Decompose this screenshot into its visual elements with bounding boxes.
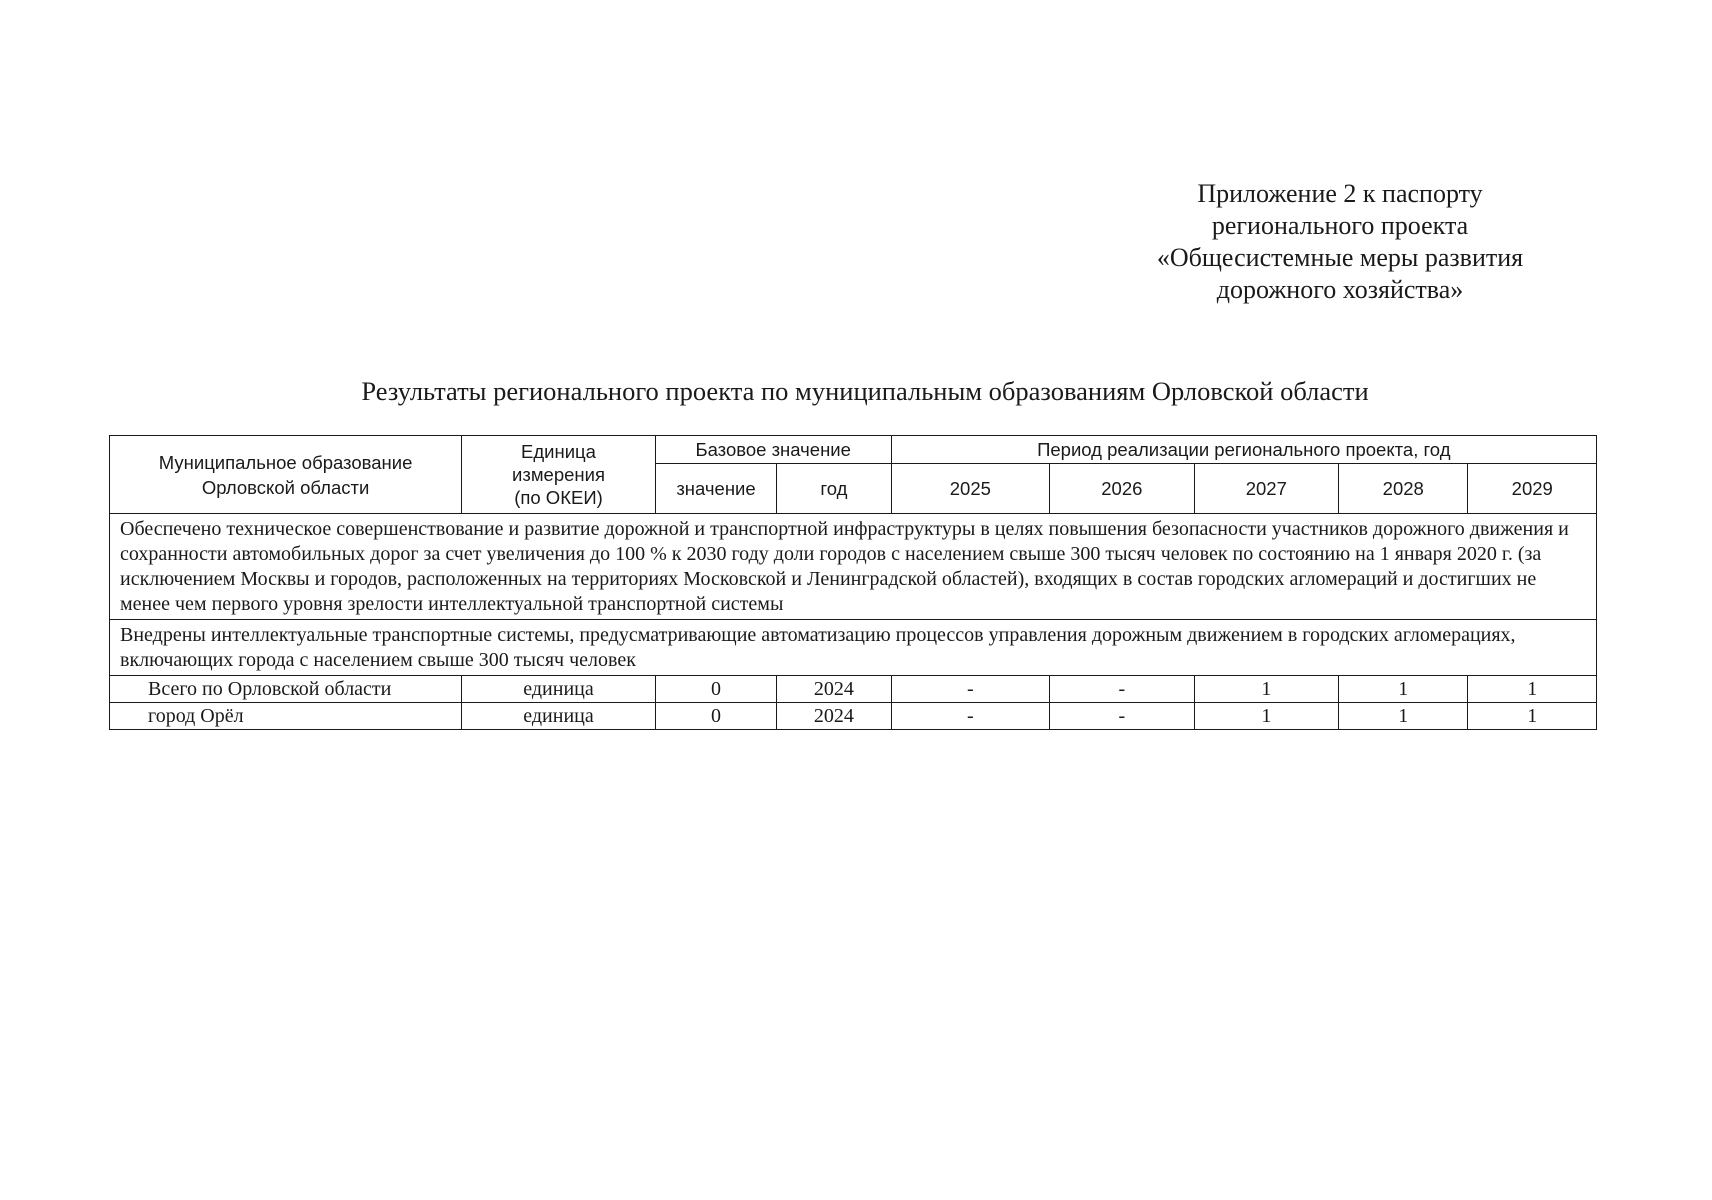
table-row bbox=[110, 676, 1597, 703]
header-unit bbox=[462, 436, 656, 514]
table-row bbox=[110, 703, 1597, 730]
section-result-text: Обеспечено техническое совершенствование и развитие дорожной и транспортной инфраструктуры в целях повышения безопасности участников дорожного движения и сохранности автомобильных дорог за счет увеличения до 100 % к 2030 году доли городов с населением свыше 300 тысяч человек по состоянию на 1 января 2020 г. (за исключением Москвы и городов, расположенных на территориях Московской и Ленинградской областей), входящих в состав городских агломераций и достигших не менее чем первого уровня зрелости интеллектуальной транспортной системы bbox=[110, 514, 1597, 620]
cell-2026: - bbox=[1050, 676, 1194, 703]
cell-municipality: Всего по Орловской области bbox=[110, 676, 462, 703]
cell-2025: - bbox=[891, 676, 1050, 703]
header-base-value-year: год bbox=[777, 464, 891, 514]
cell-base-year: 2024 bbox=[777, 676, 891, 703]
cell-base-year: 2024 bbox=[777, 703, 891, 730]
appendix-caption bbox=[1130, 178, 1550, 306]
header-municipality-line: Муниципальное образование bbox=[158, 451, 413, 473]
cell-2028: 1 bbox=[1339, 703, 1468, 730]
header-municipality bbox=[110, 436, 462, 514]
header-municipality-line: Орловской области bbox=[201, 476, 370, 498]
results-table bbox=[109, 435, 1597, 730]
header-unit-line: Единица bbox=[521, 441, 596, 462]
header-base-value-value: значение bbox=[655, 464, 776, 514]
header-year: 2025 bbox=[891, 464, 1050, 514]
cell-base-value: 0 bbox=[655, 703, 776, 730]
appendix-line: Приложение 2 к паспорту bbox=[1197, 179, 1483, 208]
header-year: 2027 bbox=[1194, 464, 1338, 514]
cell-base-value: 0 bbox=[655, 676, 776, 703]
header-year: 2028 bbox=[1339, 464, 1468, 514]
cell-2028: 1 bbox=[1339, 676, 1468, 703]
header-row-top bbox=[110, 436, 1597, 464]
header-year: 2026 bbox=[1050, 464, 1194, 514]
cell-2029: 1 bbox=[1468, 703, 1597, 730]
cell-unit: единица bbox=[462, 703, 656, 730]
cell-2029: 1 bbox=[1468, 676, 1597, 703]
header-unit-line: измерения bbox=[512, 464, 605, 485]
header-base-value: Базовое значение bbox=[655, 436, 891, 464]
cell-2027: 1 bbox=[1194, 703, 1338, 730]
section-result-row bbox=[110, 514, 1597, 620]
section-task-row bbox=[110, 620, 1597, 676]
cell-2025: - bbox=[891, 703, 1050, 730]
cell-municipality: город Орёл bbox=[110, 703, 462, 730]
cell-2026: - bbox=[1050, 703, 1194, 730]
cell-unit: единица bbox=[462, 676, 656, 703]
header-period: Период реализации регионального проекта, год bbox=[891, 436, 1596, 464]
appendix-line: дорожного хозяйства» bbox=[1216, 275, 1464, 304]
appendix-line: «Общесистемные меры развития bbox=[1156, 243, 1524, 272]
section-task-text: Внедрены интеллектуальные транспортные системы, предусматривающие автоматизацию процессов управления дорожным движением в городских агломерациях, включающих города с населением свыше 300 тысяч человек bbox=[110, 620, 1597, 676]
header-unit-line: (по ОКЕИ) bbox=[514, 487, 603, 508]
cell-2027: 1 bbox=[1194, 676, 1338, 703]
appendix-line: регионального проекта bbox=[1211, 211, 1469, 240]
header-year: 2029 bbox=[1468, 464, 1597, 514]
document-title: Результаты регионального проекта по муниципальным образованиям Орловской области bbox=[361, 376, 1369, 406]
